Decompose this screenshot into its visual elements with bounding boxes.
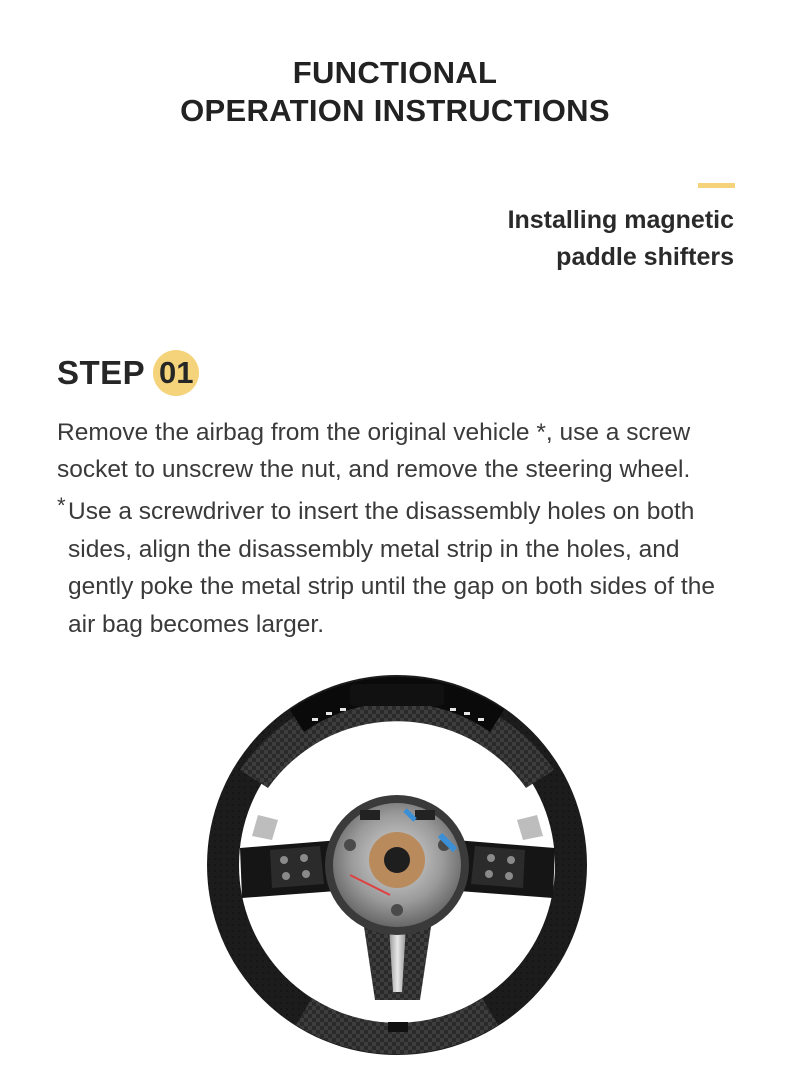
note-text: Use a screwdriver to insert the disassembly holes on both sides, align the disassembly metal strip in the holes, and gently poke the metal strip until the gap on both sides of the air bag becomes larger. [68, 498, 715, 638]
instruction-note [57, 493, 747, 643]
step-heading [57, 350, 199, 396]
page-title [0, 54, 790, 130]
section-subtitle [508, 202, 734, 276]
instruction-text: Remove the airbag from the original vehicle *, use a screw socket to unscrew the nut, and remove the steering wheel. [57, 419, 691, 483]
title-line-2: OPERATION INSTRUCTIONS [180, 93, 610, 128]
accent-divider [698, 183, 735, 188]
subtitle-line-1: Installing magnetic [507, 206, 734, 234]
step-number-badge: 01 [153, 350, 199, 396]
subtitle-line-2: paddle shifters [556, 243, 734, 271]
step-label: STEP [57, 354, 146, 391]
note-asterisk: * [57, 493, 66, 518]
steering-wheel-photo [200, 670, 595, 1070]
title-line-1: FUNCTIONAL [292, 55, 498, 90]
